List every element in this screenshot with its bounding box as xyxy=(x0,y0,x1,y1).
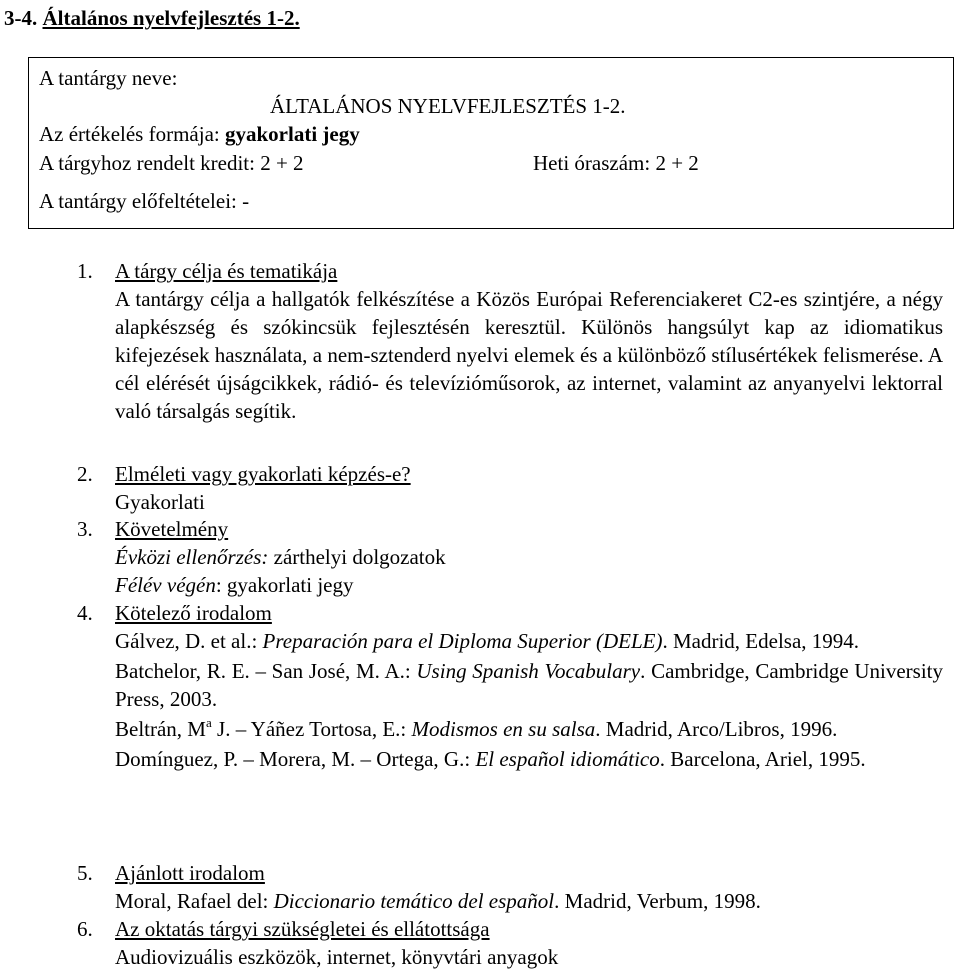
reference-title: Diccionario temático del español xyxy=(273,889,555,913)
section-text: Audiovizuális eszközök, internet, könyvtári anyagok xyxy=(115,945,559,969)
requirement-value: : gyakorlati jegy xyxy=(215,573,354,597)
requirement-label: Évközi ellenőrzés: xyxy=(115,545,269,569)
section-title: Ajánlott irodalom xyxy=(115,861,265,885)
section-number: 3. xyxy=(77,517,93,541)
reference-item xyxy=(115,657,943,713)
course-info-box xyxy=(28,57,954,229)
section-number: 6. xyxy=(77,917,93,941)
section-number: 2. xyxy=(77,462,93,486)
requirement-item xyxy=(115,543,943,571)
section-text: Gyakorlati xyxy=(115,490,205,514)
section-number: 1. xyxy=(77,259,93,283)
reference-authors: Batchelor, R. E. – San José, M. A.: xyxy=(115,659,417,683)
section-title: Az oktatás tárgyi szükségletei és ellátottsága xyxy=(115,917,490,941)
section-title: Követelmény xyxy=(115,517,229,541)
section-text: A tantárgy célja a hallgatók felkészítése a Közös Európai Referenciakeret C2-es szintjére, a négy alapkészség és szókincsük fejlesztésén keresztül. Különös hangsúlyt kap az idiomatikus kifejezések használata, a nem-sztenderd nyelvi elemek és a különböző stílusértékek felismerése. A cél elérését újságcikkek, rádió- és televízióműsorok, az internet, valamint az anyanyelvi lektorral való társalgás segítik. xyxy=(115,287,943,423)
section-teaching-resources xyxy=(77,915,943,971)
requirement-value: zárthelyi dolgozatok xyxy=(273,545,446,569)
reference-item xyxy=(115,715,943,743)
reference-item xyxy=(115,745,943,773)
reference-item xyxy=(115,887,943,915)
document-heading xyxy=(4,4,300,32)
reference-publisher: . Madrid, Verbum, 1998. xyxy=(554,889,761,913)
heading-title: Általános nyelvfejlesztés 1-2. xyxy=(42,6,300,30)
reference-title: Preparación para el Diploma Superior (DELE) xyxy=(262,629,663,653)
section-recommended-reading xyxy=(77,859,943,915)
hours-value: 2 + 2 xyxy=(655,151,699,175)
reference-publisher: . Cambridge, Cambridge University Press, 2003. xyxy=(115,659,943,711)
section-requirements xyxy=(77,515,943,599)
heading-number: 3-4. xyxy=(4,6,38,30)
section-number: 4. xyxy=(77,601,93,625)
section-title: A tárgy célja és tematikája xyxy=(115,259,338,283)
hours-row xyxy=(533,149,699,177)
requirement-item xyxy=(115,571,943,599)
reference-publisher: . Madrid, Edelsa, 1994. xyxy=(662,629,860,653)
evaluation-label: Az értékelés formája: xyxy=(39,122,220,146)
requirement-label: Félév végén xyxy=(115,573,216,597)
prerequisites-value: - xyxy=(242,189,250,213)
course-name-value: ÁLTALÁNOS NYELVFEJLESZTÉS 1-2. xyxy=(270,94,626,118)
section-title: Kötelező irodalom xyxy=(115,601,272,625)
reference-publisher: . Madrid, Arco/Libros, 1996. xyxy=(595,717,838,741)
reference-item xyxy=(115,627,943,655)
reference-superscript: a xyxy=(205,715,212,730)
prerequisites-row xyxy=(39,187,249,215)
section-required-reading xyxy=(77,599,943,775)
reference-publisher: . Barcelona, Ariel, 1995. xyxy=(659,747,866,771)
reference-authors: Beltrán, M xyxy=(115,717,206,741)
reference-title: Modismos en su salsa xyxy=(411,717,596,741)
credit-row xyxy=(39,149,304,177)
reference-title: El español idiomático xyxy=(475,747,660,771)
hours-label: Heti óraszám: xyxy=(533,151,651,175)
credit-value: 2 + 2 xyxy=(260,151,304,175)
course-name-label: A tantárgy neve: xyxy=(39,66,178,90)
reference-authors: Domínguez, P. – Morera, M. – Ortega, G.: xyxy=(115,747,476,771)
evaluation-value: gyakorlati jegy xyxy=(225,122,360,146)
credit-label: A tárgyhoz rendelt kredit: xyxy=(39,151,255,175)
reference-authors: Gálvez, D. et al.: xyxy=(115,629,263,653)
section-training-type xyxy=(77,460,943,516)
reference-authors: Moral, Rafael del: xyxy=(115,889,274,913)
evaluation-row xyxy=(39,120,360,148)
prerequisites-label: A tantárgy előfeltételei: xyxy=(39,189,237,213)
section-title: Elméleti vagy gyakorlati képzés-e? xyxy=(115,462,411,486)
reference-title: Using Spanish Vocabulary xyxy=(416,659,641,683)
reference-authors-cont: J. – Yáñez Tortosa, E.: xyxy=(211,717,412,741)
section-number: 5. xyxy=(77,861,93,885)
section-goals xyxy=(77,257,943,425)
